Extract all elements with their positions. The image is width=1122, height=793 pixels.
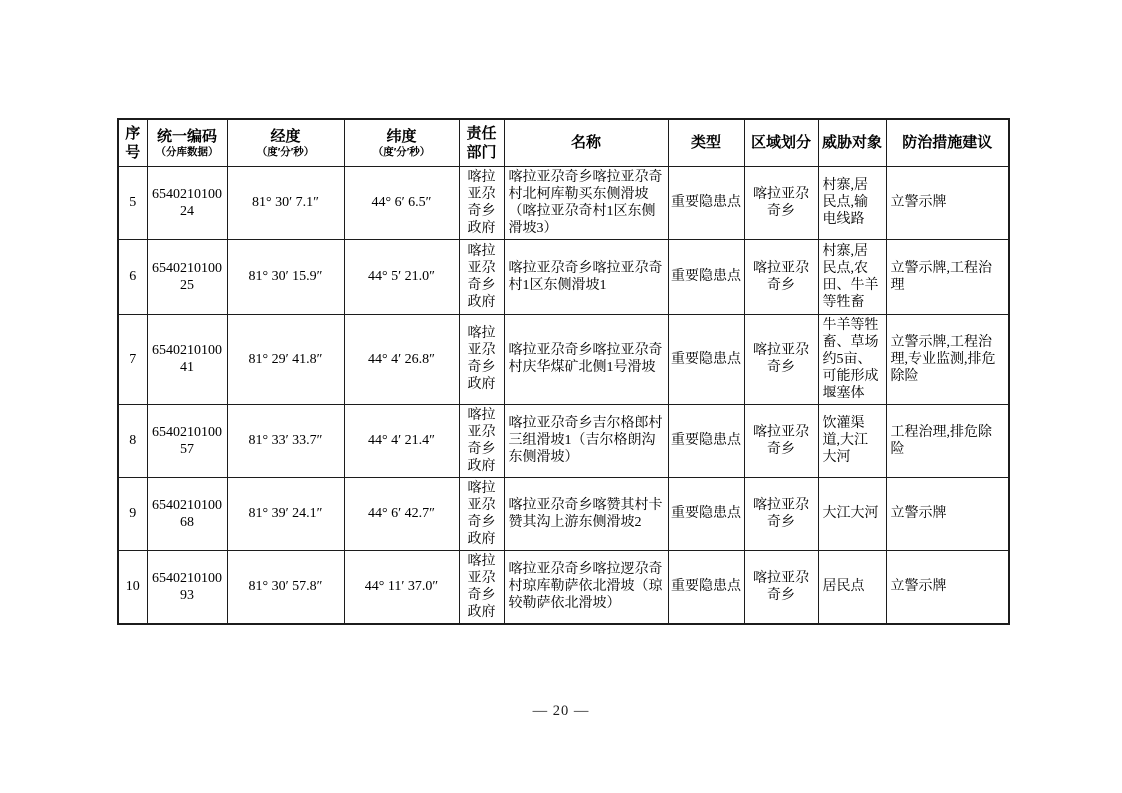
cell-code: 654021010068: [147, 477, 227, 550]
cell-serial: 9: [118, 477, 147, 550]
cell-type: 重要隐患点: [668, 550, 744, 624]
cell-name: 喀拉亚尕奇乡喀拉亚尕奇村1区东侧滑坡1: [504, 239, 668, 314]
cell-measures: 立警示牌: [886, 166, 1009, 239]
header-main-label: 名称: [570, 134, 601, 152]
cell-name: 喀拉亚尕奇乡喀拉逻尕奇村琼库勒萨依北滑坡（琼较勒萨依北滑坡）: [504, 550, 668, 624]
header-main-label: 区域划分: [750, 134, 811, 152]
cell-serial: 10: [118, 550, 147, 624]
cell-dept: 喀拉亚尕奇乡政府: [459, 404, 504, 477]
cell-code: 654021010057: [147, 404, 227, 477]
cell-region: 喀拉亚尕奇乡: [744, 239, 818, 314]
cell-latitude: 44° 6′ 42.7″: [344, 477, 459, 550]
col-header-serial: [118, 119, 147, 166]
cell-dept: 喀拉亚尕奇乡政府: [459, 477, 504, 550]
col-header-region-division: [744, 119, 818, 166]
col-header-type: [668, 119, 744, 166]
cell-longitude: 81° 33′ 33.7″: [227, 404, 344, 477]
col-header-threat-objects: [818, 119, 886, 166]
col-header-prevention-measures: [886, 119, 1009, 166]
cell-measures: 立警示牌: [886, 550, 1009, 624]
cell-threat: 大江大河: [818, 477, 886, 550]
header-main-label: 类型: [690, 134, 721, 152]
cell-type: 重要隐患点: [668, 477, 744, 550]
cell-code: 654021010025: [147, 239, 227, 314]
cell-longitude: 81° 39′ 24.1″: [227, 477, 344, 550]
cell-latitude: 44° 11′ 37.0″: [344, 550, 459, 624]
header-main-label: 序号: [125, 124, 141, 161]
cell-threat: 牛羊等牲畜、草场约5亩、可能形成堰塞体: [818, 314, 886, 404]
cell-longitude: 81° 30′ 7.1″: [227, 166, 344, 239]
col-header-latitude: [344, 119, 459, 166]
table-row: [118, 314, 1009, 404]
cell-longitude: 81° 30′ 57.8″: [227, 550, 344, 624]
cell-threat: 居民点: [818, 550, 886, 624]
table-row: [118, 166, 1009, 239]
cell-region: 喀拉亚尕奇乡: [744, 477, 818, 550]
cell-name: 喀拉亚尕奇乡喀赞其村卡赞其沟上游东侧滑坡2: [504, 477, 668, 550]
cell-threat: 村寨,居民点,农田、牛羊等牲畜: [818, 239, 886, 314]
cell-longitude: 81° 29′ 41.8″: [227, 314, 344, 404]
header-main-label: 统一编码: [156, 127, 217, 145]
cell-type: 重要隐患点: [668, 166, 744, 239]
table-row: [118, 239, 1009, 314]
cell-type: 重要隐患点: [668, 314, 744, 404]
cell-region: 喀拉亚尕奇乡: [744, 550, 818, 624]
cell-code: 654021010093: [147, 550, 227, 624]
cell-longitude: 81° 30′ 15.9″: [227, 239, 344, 314]
cell-serial: 6: [118, 239, 147, 314]
cell-dept: 喀拉亚尕奇乡政府: [459, 550, 504, 624]
table-row: [118, 404, 1009, 477]
header-main-label: 威胁对象: [821, 134, 882, 152]
cell-region: 喀拉亚尕奇乡: [744, 314, 818, 404]
cell-threat: 村寨,居民点,输电线路: [818, 166, 886, 239]
hazard-points-table: [117, 118, 1010, 625]
table-row: [118, 550, 1009, 624]
cell-latitude: 44° 4′ 21.4″: [344, 404, 459, 477]
table-row: [118, 477, 1009, 550]
cell-dept: 喀拉亚尕奇乡政府: [459, 166, 504, 239]
cell-serial: 7: [118, 314, 147, 404]
cell-name: 喀拉亚尕奇乡喀拉亚尕奇村北柯库勒买东侧滑坡（喀拉亚尕奇村1区东侧滑坡3）: [504, 166, 668, 239]
header-main-label: 责任部门: [466, 124, 497, 161]
header-main-label: 防治措施建议: [902, 134, 993, 152]
col-header-unified-code: [147, 119, 227, 166]
cell-latitude: 44° 4′ 26.8″: [344, 314, 459, 404]
cell-threat: 饮灌渠道,大江大河: [818, 404, 886, 477]
header-sub-label: （分库数据）: [155, 145, 219, 158]
page-number: — 20 —: [532, 703, 590, 719]
col-header-responsible-dept: [459, 119, 504, 166]
cell-code: 654021010041: [147, 314, 227, 404]
cell-latitude: 44° 5′ 21.0″: [344, 239, 459, 314]
header-row: [118, 119, 1009, 166]
cell-region: 喀拉亚尕奇乡: [744, 404, 818, 477]
cell-serial: 8: [118, 404, 147, 477]
header-main-label: 纬度: [386, 127, 417, 145]
cell-latitude: 44° 6′ 6.5″: [344, 166, 459, 239]
cell-name: 喀拉亚尕奇乡吉尔格郎村三组滑坡1（吉尔格朗沟东侧滑坡）: [504, 404, 668, 477]
cell-code: 654021010024: [147, 166, 227, 239]
cell-measures: 工程治理,排危除险: [886, 404, 1009, 477]
cell-measures: 立警示牌: [886, 477, 1009, 550]
header-sub-label: （度′分′秒）: [372, 145, 431, 158]
col-header-name: [504, 119, 668, 166]
cell-type: 重要隐患点: [668, 404, 744, 477]
cell-region: 喀拉亚尕奇乡: [744, 166, 818, 239]
cell-name: 喀拉亚尕奇乡喀拉亚尕奇村庆华煤矿北侧1号滑坡: [504, 314, 668, 404]
cell-measures: 立警示牌,工程治理,专业监测,排危除险: [886, 314, 1009, 404]
cell-serial: 5: [118, 166, 147, 239]
col-header-longitude: [227, 119, 344, 166]
cell-dept: 喀拉亚尕奇乡政府: [459, 314, 504, 404]
cell-measures: 立警示牌,工程治理: [886, 239, 1009, 314]
cell-dept: 喀拉亚尕奇乡政府: [459, 239, 504, 314]
header-main-label: 经度: [270, 127, 301, 145]
header-sub-label: （度′分′秒）: [256, 145, 315, 158]
cell-type: 重要隐患点: [668, 239, 744, 314]
